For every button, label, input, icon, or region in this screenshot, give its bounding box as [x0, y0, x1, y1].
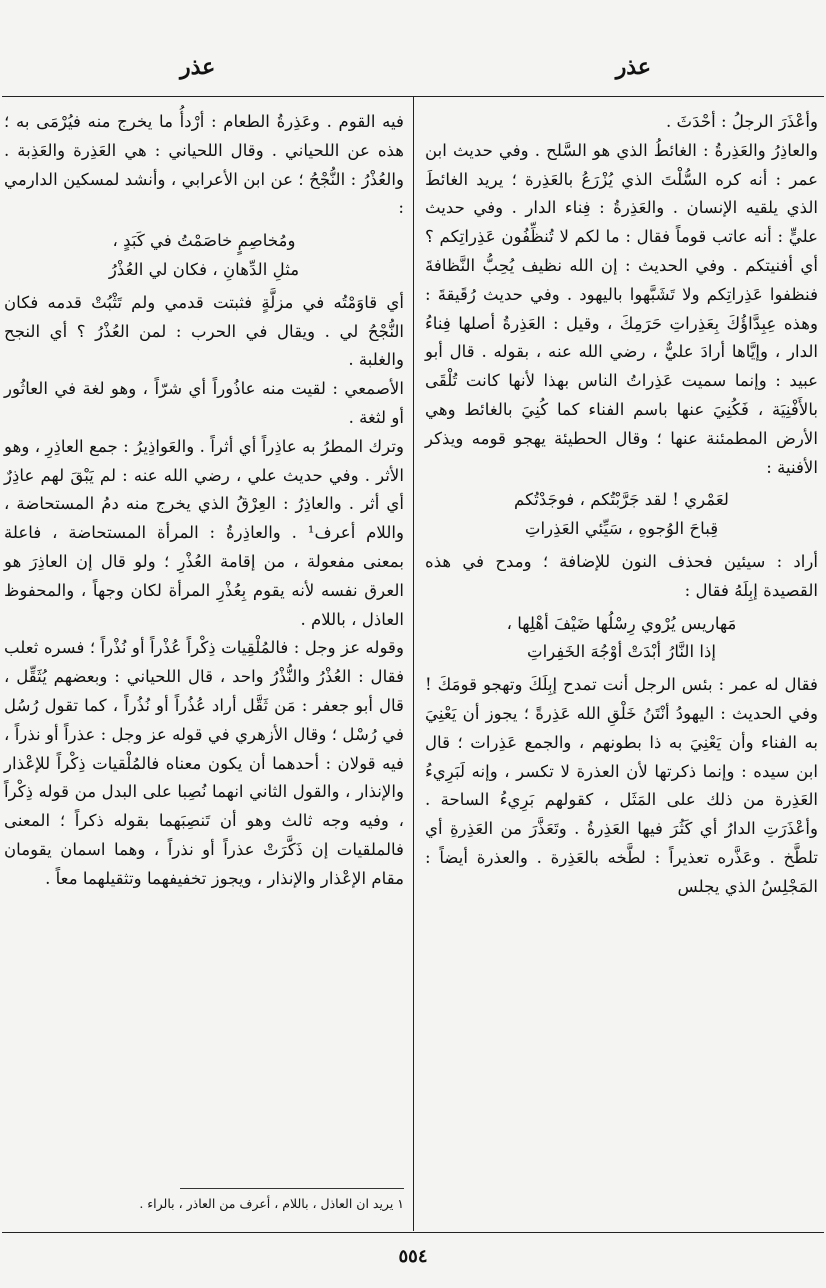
- right-column: [425, 108, 818, 902]
- paragraph: والعاذِرُ والعَذِرةُ : الغائطُ الذي هو السَّلح . وفي حديث ابن عمر : أنه كره السُّلْتَ الذي يُزْرَعُ بالعَذِرة ؛ يريد الغائطَ الذي يلقيه الإنسان . والعَذِرةُ : فِناء الدار . وفي حديث عليٍّ : أنه عاتب قوماً فقال : ما لكم لا تُنظِّفُون عَذِراتِكم ؟ أي أفنيتكم . وفي الحديث : إن الله نظيف يُحِبُّ النَّظافةَ فنظفوا عَذِراتِكم ولا تَشَبَّهوا باليهود . وفي حديث رُقَيقةَ : وهذه عِبِدَّاؤُكَ بِعَذِراتِ حَرَمِكَ ، وقيل : العَذِرةُ أصلها فِناءُ الدار ، وإيَّاها أرادَ عليٌّ ، رضي الله عنه ، بقوله . قال أبو عبيد : وإنما سميت عَذِراتُ الناس بهذا لأنها كانت تُلْقَى بالأَفْنِيَة ، فَكُنِيَ عنها باسم الفناء كما كُنِيَ بالغائط وهي الأرض المطمئنة عنها ؛ وقال الحطيئة يهجو قومه ويذكر الأفنية :: [425, 140, 818, 477]
- paragraph: فقال له عمر : بئس الرجل أنت تمدح إبِلَكَ وتهجو قومَكَ ! وفي الحديث : اليهودُ أنْتَنُ خَلْقِ الله عَذِرةً ؛ يجوز أن يَعْنِيَ به الفناء وأن يَعْنِيَ به ذا بطونهم ، والجمع عَذِرات ؛ قال ابن سيده : وإنما ذكرتها لأن العذرة لا تكسر ، وإنه لَبَرِيءُ العَذِرة من ذلك على المَثَل ، كقولهم بَرِيءُ الساحة . وأعْذَرَتِ الدارُ أي كَثُرَ فيها العَذِرةُ . وتَعَذَّرَ من العَذِرةِ أي تلطَّخ . وعَذَّره تعذيراً : لطَّخه بالعَذِرة . والعذرة أيضاً : المَجْلِسُ الذي يجلس: [425, 675, 818, 896]
- page-header: [0, 50, 826, 94]
- paragraph: وترك المطرُ به عاذِراً أي أثراً . والعَواذِيرُ : جمع العاذِرِ ، وهو الأثر . وفي حديث علي ، رضي الله عنه : لم يَبْقَ لهم عاذِرٌ أي أثر . والعاذِرُ : العِرْقُ الذي يخرج منه دمُ المستحاضة ، واللام أعرف¹ . والعاذِرةُ : المرأة المستحاضة ، فاعلة بمعنى مفعولة ، من إقامة العُذْرِ ؛ ولو قال إن العاذِرَ هو العرق نفسه لأنه يقوم بِعُذْرِ المرأة لكان وجهاً ، والمحفوظ العاذل ، باللام .: [4, 436, 405, 629]
- paragraph: أي قاوَمْتُه في مزلَّةٍ فثبتت قدمي ولم تَثْبُتْ قدمه فكان النُّجْحُ لي . ويقال في الحرب : لمن العُذْرُ ؟ أي النجح والغلبة .: [4, 292, 404, 370]
- verse: [425, 610, 818, 668]
- verse: [4, 227, 404, 285]
- column-divider: [413, 96, 414, 1231]
- verse-line: مَهاريس يُرْوي رِسْلُها ضَيْفَ أهْلِها ،: [506, 613, 737, 633]
- footer-rule: [2, 1232, 824, 1233]
- header-right-word: عذر: [615, 54, 651, 80]
- paragraph: الأصمعي : لقيت منه عاذُوراً أي شرّاً ، وهو لغة في العاثُور أو لثغة .: [4, 379, 404, 427]
- verse-line: قِباحَ الوُجوهِ ، سَيِّئي العَذِراتِ: [524, 519, 719, 539]
- verse: [425, 486, 818, 544]
- verse-line: ومُخاصِمٍ خاصَمْتُ في كَبَدٍ ،: [112, 231, 296, 251]
- paragraph: وقوله عز وجل : فالمُلْقِيات ذِكْراً عُذْراً أو نُذْراً ؛ فسره ثعلب فقال : العُذْرُ والنُّذْرُ واحد ، قال اللحياني : وبعضهم يُثَقِّل ، قال أبو جعفر : مَن ثَقَّل أراد عُذُراً أو نُذُراً ، كما تقول رُسُل في رُسْل ؛ وقال الأزهري في قوله عز وجل : عذراً أو نذراً ، فيه قولان : أحدهما أن يكون معناه فالمُلْقيات ذِكْراً للإعْذار والإنذار ، والقول الثاني انهما نُصِبا على البدل من قوله ذِكْراً ، وفيه وجه ثالث وهو أن تَنصِبَهما بقوله ذكراً ؛ المعنى فالملقيات إن ذَكَّرَتْ عذراً أو نذراً ، وهما اسمان يقومان مقام الإعْذار والإنذار ، ويجوز تخفيفهما وتثقيلهما معاً .: [4, 638, 404, 888]
- paragraph: أراد : سيئين فحذف النون للإضافة ؛ ومدح في هذه القصيدة إبِلَهُ فقال :: [425, 551, 818, 600]
- page-number: ٥٥٤: [398, 1246, 428, 1267]
- verse-line: لعَمْري ! لقد جَرَّبْتُكم ، فوجَدْتُكم: [514, 490, 729, 510]
- paragraph: وأعْذَرَ الرجلُ : أحْدَثَ .: [665, 112, 818, 131]
- paragraph: فيه القوم . وعَذِرةُ الطعام : أرْدأُ ما يخرج منه فيُرْمَى به ؛ هذه عن اللحياني . وقال اللحياني : هي العَذِرة والعَذِبة . والعُذْرُ : النُّجْحُ ؛ عن ابن الأعرابي ، وأنشد لمسكين الدارمي :: [4, 112, 404, 218]
- header-left-word: عذر: [180, 54, 216, 80]
- footnote: ١ يريد ان العاذل ، باللام ، أعرف من العاذر ، بالراء .: [139, 1196, 404, 1211]
- verse-line: مثلِ الدِّهانِ ، فكان لي العُذْرُ: [108, 259, 300, 279]
- footnote-rule: [180, 1188, 404, 1189]
- verse-line: إذا النَّارُ أبْدَتْ أوْجُهَ الخَفِراتِ: [527, 642, 716, 662]
- left-column: [4, 108, 404, 894]
